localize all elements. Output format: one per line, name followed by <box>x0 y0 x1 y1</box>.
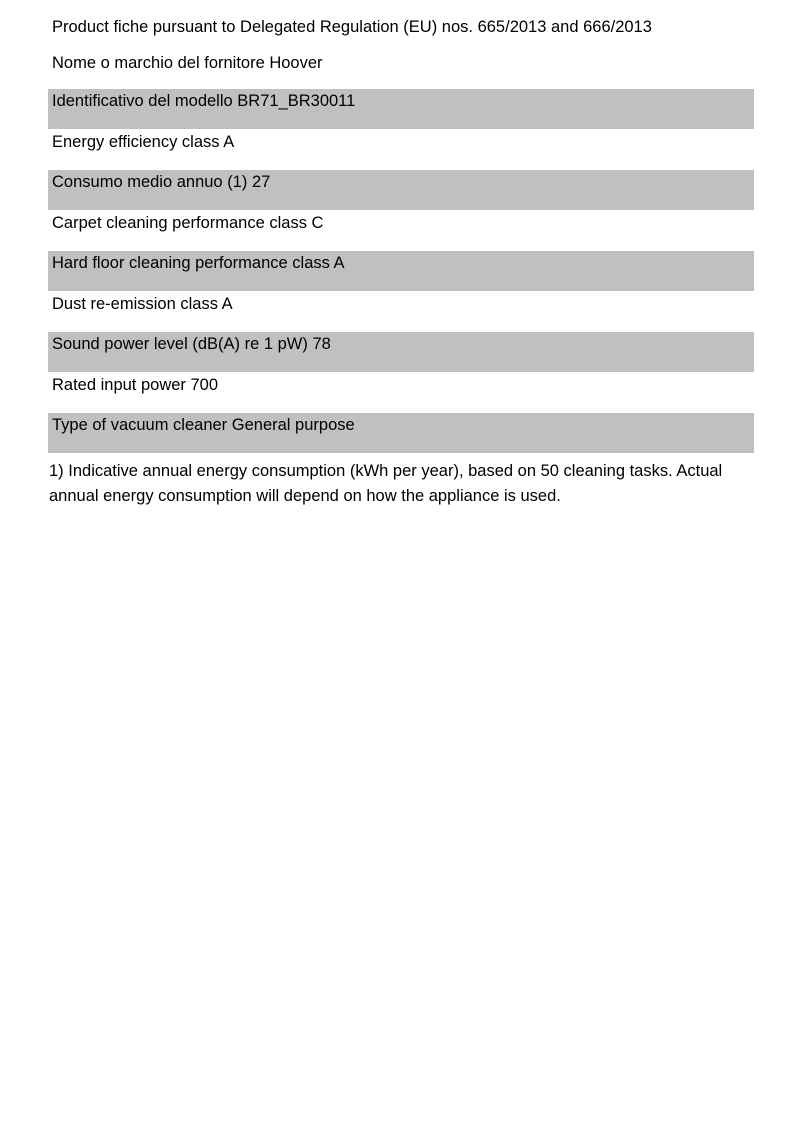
vacuum-type-row <box>48 413 754 453</box>
row-text: Rated input power 700 <box>52 376 219 394</box>
row-text: Dust re-emission class A <box>52 295 233 313</box>
regulation-heading: Product fiche pursuant to Delegated Regulation (EU) nos. 665/2013 and 666/2013 <box>52 18 652 36</box>
sound-power-row <box>48 332 754 372</box>
carpet-cleaning-row <box>48 211 754 251</box>
row-text: Type of vacuum cleaner General purpose <box>52 416 355 434</box>
row-text: Hard floor cleaning performance class A <box>52 254 345 272</box>
supplier-name: Nome o marchio del fornitore Hoover <box>52 54 323 72</box>
row-text: Identificativo del modello BR71_BR30011 <box>52 92 356 110</box>
hard-floor-cleaning-row <box>48 251 754 291</box>
energy-efficiency-row <box>48 130 754 170</box>
footnote: 1) Indicative annual energy consumption (kWh per year), based on 50 cleaning tasks. Actual annual energy consumption will depend on how the appliance is used. <box>49 462 723 505</box>
row-text: Carpet cleaning performance class C <box>52 214 324 232</box>
annual-consumption-row <box>48 170 754 210</box>
row-text: Consumo medio annuo (1) 27 <box>52 173 271 191</box>
rated-input-power-row <box>48 373 754 413</box>
row-text: Sound power level (dB(A) re 1 pW) 78 <box>52 335 331 353</box>
dust-reemission-row <box>48 292 754 332</box>
row-text: Energy efficiency class A <box>52 133 235 151</box>
model-identifier-row <box>48 89 754 129</box>
